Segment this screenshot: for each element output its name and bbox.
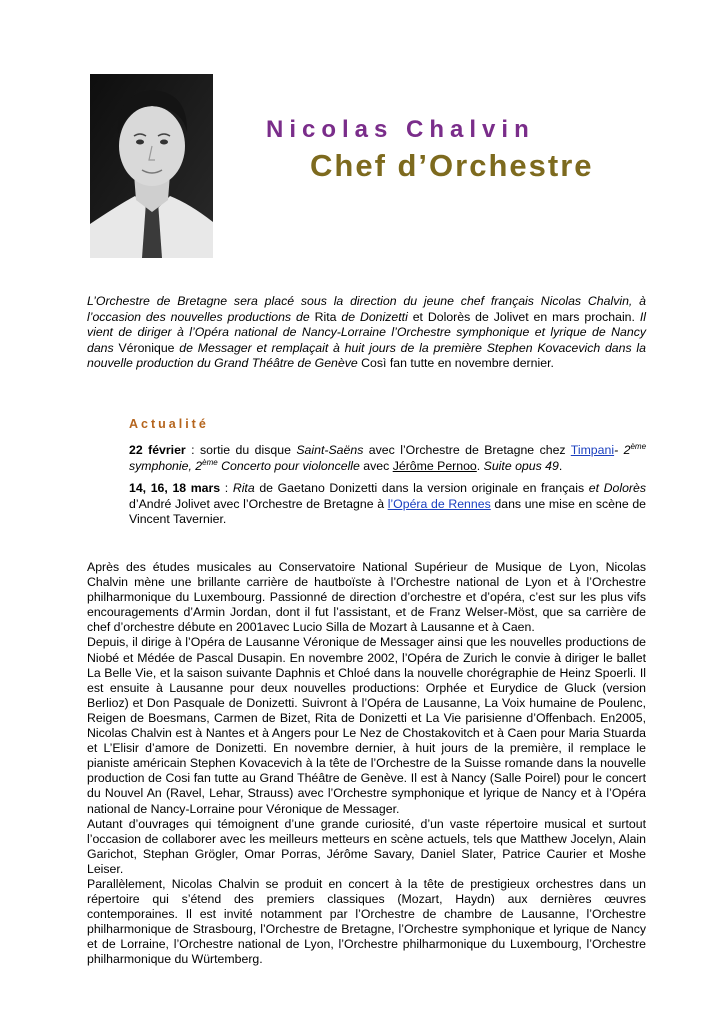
news-2-text-f: dans une mise en scène de Vincent Tavernier.: [129, 496, 646, 526]
news-1-text-c: avec l’Orchestre de Bretagne chez: [363, 443, 571, 457]
news-1-text-b: Saint-Saëns: [296, 443, 364, 457]
intro-text-1: L’Orchestre de Bretagne sera placé sous la direction du jeune chef français Nicolas Chalvin, à l’occasion des nouvelles productions de: [87, 294, 646, 324]
intro-text-8: Così fan tutte en novembre dernier.: [357, 356, 554, 370]
intro-text-3: de Donizetti: [341, 309, 408, 324]
intro-text-7: de Messager et remplaçait à huit jours de la première Stephen Kovacevich dans la nouvelle production du Grand Théâtre de Genève: [87, 340, 646, 370]
intro-text-5: Il vient de diriger à l’Opéra national de Nancy-Lorraine l’Orchestre symphonique et lyrique de Nancy dans: [87, 309, 647, 355]
news-1-text-i: Suite opus 49: [483, 458, 559, 473]
news-1-text-j: .: [558, 458, 563, 473]
actualite-heading: Actualité: [129, 417, 209, 431]
news-1-sup-1: ème: [630, 441, 647, 451]
intro-text-6: Véronique: [113, 340, 180, 355]
news-item-2: [129, 481, 646, 528]
news-item-1: [129, 443, 646, 474]
news-1-text-f: Concerto pour violoncelle: [217, 458, 360, 473]
biography: [87, 560, 646, 968]
intro-paragraph: [87, 294, 646, 372]
news-1-date: 22 février: [129, 443, 186, 457]
bio-paragraph-3: Autant d’ouvrages qui témoignent d’une grande curiosité, d’un vaste répertoire musical et surtout l’occasion de collaborer avec les meilleurs metteurs en scène actuels, tels que Matthew Jocelyn, Alain Garichot, Stephan Grögler, Omar Porras, Jérôme Savary, Daniel Slater, Patrice Caurier et Moshe Leiser.: [87, 816, 646, 876]
intro-text-2: Rita: [309, 309, 342, 324]
intro-text-4: et Dolorès de Jolivet en mars prochain.: [407, 309, 640, 324]
opera-rennes-link[interactable]: l’Opéra de Rennes: [387, 496, 491, 511]
news-1-text-a: : sortie du disque: [185, 443, 297, 457]
news-2-text-c: de Gaetano Donizetti dans la version originale en français: [254, 481, 589, 495]
person-role: Chef d’Orchestre: [310, 148, 594, 183]
bio-paragraph-4: Parallèlement, Nicolas Chalvin se produit en concert à la tête de prestigieux orchestres dans un répertoire qui s’étend des premiers classiques (Mozart, Haydn) aux dernières œuvres contemporaines. Il est invité notamment par l’Orchestre de chambre de Lausanne, l’Orchestre philharmonique de Strasbourg, l’Orchestre de Bretagne, l’Orchestre symphonique et lyrique de Nancy et de Lorraine, l’Orchestre national de Lyon, l’Orchestre philharmonique du Luxembourg, l’Orchestre philharmonique du Würtemberg.: [87, 876, 646, 967]
timpani-link[interactable]: Timpani: [570, 443, 615, 457]
bio-paragraph-1: Après des études musicales au Conservatoire National Supérieur de Musique de Lyon, Nicolas Chalvin mène une brillante carrière de hautboïste à l’Orchestre national de Lyon et à l’Orchestre philharmonique du Luxembourg. Passionné de direction d’orchestre et d’opéra, c’est sur les plus vifs encouragements d’Armin Jordan, dont il fut l’assistant, et de Franz Welser-Möst, que sa carrière de chef d’orchestre débute en 2001avec Lucio Silla de Mozart à Lausanne et à Caen.: [87, 560, 646, 635]
bio-paragraph-2: Depuis, il dirige à l’Opéra de Lausanne Véronique de Messager ainsi que les nouvelles productions de Niobé et Médée de Pascal Dusapin. En novembre 2002, l’Opéra de Zurich le convie à diriger le ballet La Belle Vie, et la saison suivante Daphnis et Chloé dans la nouvelle chorégraphie de Heinz Spoerli. Il est ensuite à Lausanne pour deux nouvelles productions: Orphée et Eurydice de Gluck (version Berlioz) et Don Pasquale de Donizetti. Suivront à l’Opéra de Lausanne, La Voix humaine de Poulenc, Reigen de Boesmans, Carmen de Bizet, Rita de Donizetti et La Vie parisienne d’Offenbach. En2005, Nicolas Chalvin est à Nantes et à Angers pour Le Nez de Chostakovitch et à Caen pour Maria Stuarda et L’Elisir d’amore de Donizetti. En novembre dernier, à huit jours de la première, il remplace le pianiste américain Stephen Kovacevich à la tête de l’Orchestre de la Suisse romande dans la nouvelle production de Cosi fan tutte au Grand Théâtre de Genève. Il est à Nancy (Salle Poirel) pour le concert du Nouvel An (Ravel, Lehar, Strauss) avec l’Orchestre symphonique et lyrique de Nancy et à l’Opéra national de Nancy-Lorraine pour Véronique de Messager.: [87, 635, 646, 816]
news-1-text-g: avec: [359, 458, 393, 473]
news-1-text-d: - 2: [614, 443, 631, 457]
jerome-pernoo-link[interactable]: Jérôme Pernoo: [392, 458, 477, 473]
news-2-text-e: d’André Jolivet avec l’Orchestre de Bretagne à: [129, 496, 388, 511]
news-1-text-e: symphonie, 2: [129, 458, 203, 473]
news-2-text-a: :: [220, 481, 233, 495]
news-2-text-b: Rita: [232, 481, 255, 495]
news-2-text-d: et Dolorès: [588, 481, 647, 495]
news-1-text-h: .: [476, 458, 484, 473]
portrait-photo: [90, 74, 213, 258]
person-name: Nicolas Chalvin: [266, 116, 535, 143]
news-1-sup-2: ème: [202, 457, 218, 467]
news-2-date: 14, 16, 18 mars: [129, 481, 221, 495]
